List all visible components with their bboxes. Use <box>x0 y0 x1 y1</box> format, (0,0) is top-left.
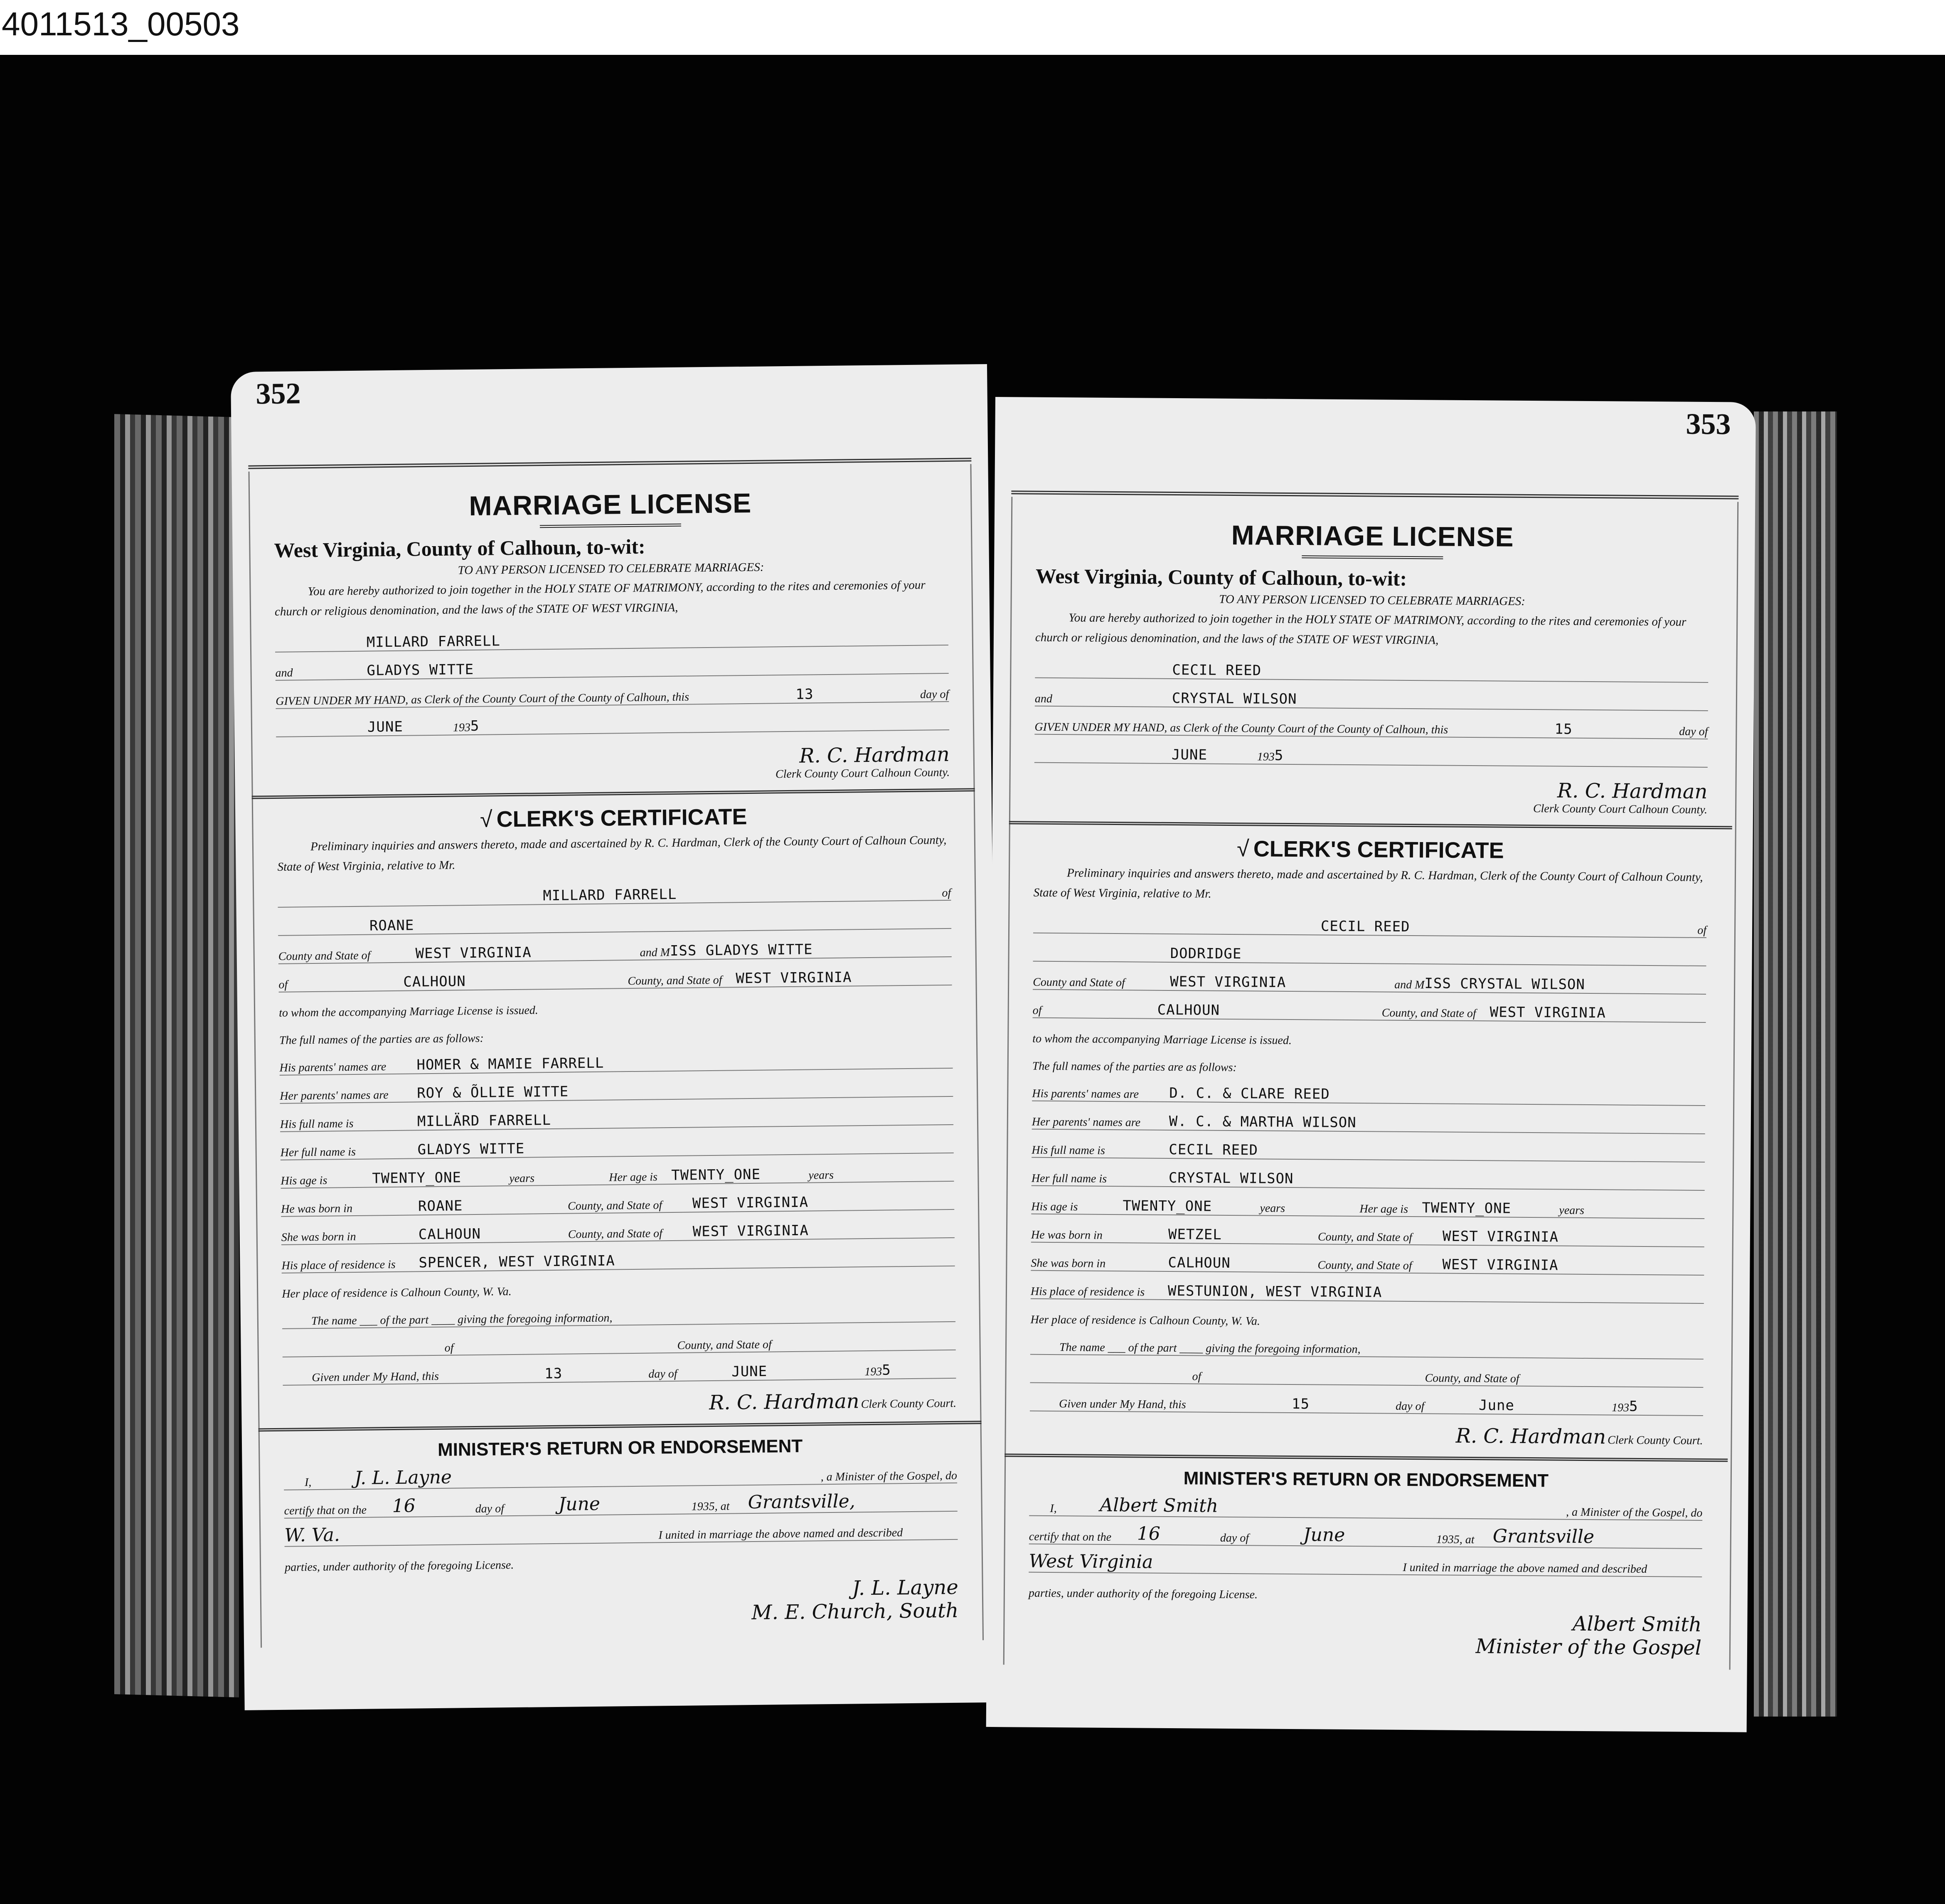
date-row: JUNE 193 5 <box>276 702 949 737</box>
he-born-row: He was born in WETZEL County, and State of WEST VIRGINIA <box>1031 1214 1704 1247</box>
his-residence: WESTUNION, WEST VIRGINIA <box>1167 1282 1382 1301</box>
his-parents: D. C. & CLARE REED <box>1169 1084 1330 1103</box>
section-rule <box>252 788 975 799</box>
bride-county-row: of CALHOUN County, and State of WEST VIRGINIA <box>278 957 952 993</box>
married-place: Grantsville <box>1492 1525 1595 1548</box>
clerk-signature: R. C. Hardman <box>1557 779 1708 803</box>
cert-month: JUNE <box>731 1363 768 1380</box>
he-born: WETZEL <box>1168 1226 1222 1243</box>
license-month: JUNE <box>1171 746 1208 764</box>
groom-state-row: County and State of WEST VIRGINIA and M ISS GLADYS WITTE <box>278 929 952 964</box>
he-born-state: WEST VIRGINIA <box>1442 1228 1559 1246</box>
license-month: JUNE <box>367 718 404 736</box>
mr-name: MILLARD FARRELL <box>543 886 677 904</box>
date-row: JUNE 193 5 <box>1034 735 1708 768</box>
clerk-title: Clerk County Court Calhoun County. <box>1533 802 1708 816</box>
his-residence-row: His place of residence is WESTUNION, WEST VIRGINIA <box>1031 1271 1704 1304</box>
age-row: His age is TWENTY_ONE years Her age is TWENTY_ONE years <box>281 1153 954 1189</box>
license-heading: MARRIAGE LICENSE <box>469 487 752 522</box>
she-born: CALHOUN <box>1168 1254 1231 1271</box>
married-day: 16 <box>1137 1523 1161 1544</box>
cert-month: June <box>1478 1397 1515 1414</box>
page-left <box>231 364 1001 1710</box>
she-born-state: WEST VIRGINIA <box>1442 1256 1558 1274</box>
her-full-row: Her full name is GLADYS WITTE <box>280 1125 954 1160</box>
page-right <box>986 397 1756 1732</box>
license-day: 15 <box>1554 721 1573 738</box>
to-whom: to whom the accompanying Marriage License is issued. <box>1032 1032 1292 1047</box>
marriage-form <box>1028 510 1709 1660</box>
parties-row: parties, under authority of the foregoing License. <box>1028 1586 1258 1601</box>
cert-signature-block: R. C. Hardman Clerk County Court. <box>709 1389 957 1415</box>
groom-state-row: County and State of WEST VIRGINIA and M ISS CRYSTAL WILSON <box>1033 962 1706 995</box>
to-whom: to whom the accompanying Marriage License is issued. <box>278 1004 538 1020</box>
her-residence: Her place of residence is Calhoun County, W. Va. <box>1030 1313 1261 1328</box>
she-born-row: She was born in CALHOUN County, and State of WEST VIRGINIA <box>1031 1243 1704 1276</box>
married-month: June <box>558 1493 601 1515</box>
certificate-heading: √ CLERK'S CERTIFICATE <box>1236 836 1504 863</box>
book-edge-right <box>1754 411 1837 1717</box>
name-of-part-row: The name ___ of the part ____ giving the foregoing information, <box>1030 1327 1704 1360</box>
groom-name: CECIL REED <box>1172 661 1262 679</box>
bride-row: and CRYSTAL WILSON <box>1035 678 1708 711</box>
married-place-2: W. Va. <box>284 1524 340 1546</box>
her-residence: Her place of residence is Calhoun County, W. Va. <box>282 1285 512 1301</box>
her-full-name: CRYSTAL WILSON <box>1168 1169 1294 1187</box>
her-full-row: Her full name is CRYSTAL WILSON <box>1032 1158 1705 1191</box>
married-place: Grantsville, <box>748 1490 855 1513</box>
minister-signature: J. L. Layne <box>852 1575 959 1600</box>
minister-heading: MINISTER'S RETURN OR ENDORSEMENT <box>1183 1468 1549 1491</box>
clerk-signature-block <box>276 743 950 786</box>
informant-row: of County, and State of <box>1030 1355 1703 1388</box>
her-parents: ROY & ÕLLIE WITTE <box>416 1083 569 1102</box>
minister-title: Minister of the Gospel <box>1475 1635 1702 1660</box>
section-rule <box>1009 821 1732 829</box>
certify-row: certify that on the 16 day of June 1935 , at Grantsville <box>1029 1516 1702 1549</box>
cert-clerk-signature: R. C. Hardman <box>1455 1424 1606 1449</box>
age-row: His age is TWENTY_ONE years Her age is TWENTY_ONE years <box>1031 1186 1704 1219</box>
bride-county: CALHOUN <box>403 973 466 990</box>
certify-row: certify that on the 16 day of June 1935 , at Grantsville, <box>284 1483 958 1519</box>
her-age: TWENTY_ONE <box>1422 1200 1512 1217</box>
bride-name: GLADYS WITTE <box>367 661 474 679</box>
minister-church: M. E. Church, South <box>751 1599 959 1625</box>
her-parents-row: Her parents' names are W. C. & MARTHA WILSON <box>1032 1101 1705 1134</box>
groom-county-row <box>1033 934 1706 966</box>
his-parents-row: His parents' names are HOMER & MAMIE FARRELL <box>279 1040 953 1076</box>
groom-name: MILLARD FARRELL <box>366 633 501 651</box>
cert-day: 13 <box>544 1365 563 1382</box>
clerk-title: Clerk County Court Calhoun County. <box>775 766 950 781</box>
heading-rule <box>540 524 681 528</box>
minister-signature-block <box>1028 1608 1702 1660</box>
header-band <box>0 0 1945 55</box>
prelim-text: Preliminary inquiries and answers thereto, made and ascertained by R. C. Hardman, Clerk of the County Court of Calhoun County, State of West Virginia, relative to Mr. <box>1033 866 1703 901</box>
cert-clerk-signature: R. C. Hardman <box>709 1389 859 1415</box>
minister-row: I, Albert Smith , a Minister of the Gospel, do <box>1029 1488 1702 1521</box>
state-line: West Virginia, County of Calhoun, to-wit: <box>1035 564 1407 590</box>
mr-row: MILLARD FARRELL of <box>278 872 951 908</box>
groom-county: DODRIDGE <box>1170 945 1242 963</box>
place-row: West Virginia I united in marriage the above named and described <box>1029 1544 1702 1577</box>
cert-day: 15 <box>1291 1396 1310 1413</box>
bride-state: WEST VIRGINIA <box>1490 1004 1606 1022</box>
page-number: 352 <box>256 377 301 411</box>
groom-state: WEST VIRGINIA <box>415 944 532 962</box>
given-row: GIVEN UNDER MY HAND, as Clerk of the County Court of the County of Calhoun, this 13 day of <box>276 674 949 709</box>
check-mark: √ <box>480 807 493 832</box>
check-mark: √ <box>1236 836 1250 862</box>
book-edge-left <box>114 414 239 1697</box>
she-born: CALHOUN <box>418 1225 481 1243</box>
his-age: TWENTY_ONE <box>372 1169 462 1187</box>
he-born: ROANE <box>418 1197 463 1215</box>
authorize-text: You are hereby authorized to join together in the HOLY STATE OF MATRIMONY, according to the rites and ceremonies of your church or religious denomination, and the laws of the STATE OF WEST VIRGINIA, <box>1035 611 1686 647</box>
married-day: 16 <box>392 1495 416 1517</box>
minister-name: Albert Smith <box>1100 1494 1219 1517</box>
his-full-name: CECIL REED <box>1169 1141 1258 1159</box>
bride-name: CRYSTAL WILSON <box>1172 690 1297 708</box>
full-names-intro: The full names of the parties are as follows: <box>279 1032 484 1047</box>
bride-county: CALHOUN <box>1157 1001 1220 1019</box>
cert-date-row: Given under My Hand, this 13 day of JUNE 193 5 <box>283 1350 956 1386</box>
clerk-signature-block <box>1034 776 1708 817</box>
bride-county-row: of CALHOUN County, and State of WEST VIRGINIA <box>1033 990 1706 1023</box>
cert-signature-block: R. C. Hardman Clerk County Court. <box>1455 1424 1703 1449</box>
his-parents: HOMER & MAMIE FARRELL <box>416 1054 604 1074</box>
his-residence: SPENCER, WEST VIRGINIA <box>419 1252 615 1271</box>
she-born-state: WEST VIRGINIA <box>692 1222 809 1240</box>
his-full-row: His full name is MILLÄRD FARRELL <box>280 1097 953 1132</box>
authorize-text: You are hereby authorized to join together in the HOLY STATE OF MATRIMONY, according to the rites and ceremonies of your church or religious denomination, and the laws of the STATE OF WEST VIRGINIA, <box>274 578 926 618</box>
her-age: TWENTY_ONE <box>671 1166 761 1184</box>
her-parents-row: Her parents' names are ROY & ÕLLIE WITTE <box>280 1069 953 1104</box>
married-place-2: West Virginia <box>1029 1550 1153 1573</box>
place-row: W. Va. I united in marriage the above named and described <box>284 1512 958 1547</box>
license-day: 13 <box>795 686 814 703</box>
she-born-row: She was born in CALHOUN County, and State of WEST VIRGINIA <box>281 1210 955 1245</box>
his-residence-row: His place of residence is SPENCER, WEST VIRGINIA <box>281 1238 955 1273</box>
license-heading: MARRIAGE LICENSE <box>1231 519 1514 552</box>
he-born-row: He was born in ROANE County, and State of WEST VIRGINIA <box>281 1182 955 1217</box>
prelim-text: Preliminary inquiries and answers thereto, made and ascertained by R. C. Hardman, Clerk of the County Court of Calhoun County, State of West Virginia, relative to Mr. <box>277 833 947 874</box>
his-age: TWENTY_ONE <box>1123 1197 1212 1215</box>
groom-state: WEST VIRGINIA <box>1170 973 1286 991</box>
his-full-name: MILLÄRD FARRELL <box>417 1112 551 1130</box>
bride-state: WEST VIRGINIA <box>736 969 852 987</box>
full-names-intro: The full names of the parties are as follows: <box>1032 1059 1237 1074</box>
minister-name: J. L. Layne <box>354 1466 452 1489</box>
miss-name: ISS CRYSTAL WILSON <box>1424 975 1586 993</box>
page-number: 353 <box>1686 407 1731 441</box>
her-parents: W. C. & MARTHA WILSON <box>1169 1113 1357 1131</box>
her-full-name: GLADYS WITTE <box>417 1140 525 1158</box>
minister-heading: MINISTER'S RETURN OR ENDORSEMENT <box>437 1436 803 1460</box>
minister-signature-block <box>285 1576 959 1629</box>
given-row: GIVEN UNDER MY HAND, as Clerk of the County Court of the County of Calhoun, this 15 day of <box>1034 707 1708 739</box>
certificate-heading: √ CLERK'S CERTIFICATE <box>480 804 747 832</box>
to-any-person: TO ANY PERSON LICENSED TO CELEBRATE MARRIAGES: <box>458 560 764 577</box>
informant-row: of County, and State of <box>282 1322 956 1357</box>
cert-date-row: Given under My Hand, this 15 day of June 193 5 <box>1030 1383 1703 1416</box>
mr-name: CECIL REED <box>1320 918 1410 935</box>
section-rule <box>259 1421 982 1431</box>
image-id: 4011513_00503 <box>2 5 240 42</box>
groom-row <box>1035 650 1708 683</box>
to-any-person: TO ANY PERSON LICENSED TO CELEBRATE MARRIAGES: <box>1219 592 1526 608</box>
heading-rule <box>1302 555 1443 559</box>
parties-row: parties, under authority of the foregoing License. <box>284 1559 514 1574</box>
minister-signature: Albert Smith <box>1572 1612 1702 1636</box>
section-rule <box>1005 1453 1728 1462</box>
clerk-signature: R. C. Hardman <box>799 742 950 768</box>
state-line: West Virginia, County of Calhoun, to-wit: <box>274 534 645 562</box>
bride-row: and GLADYS WITTE <box>275 645 949 681</box>
mr-row: CECIL REED of <box>1033 905 1706 938</box>
miss-name: ISS GLADYS WITTE <box>670 941 813 960</box>
he-born-state: WEST VIRGINIA <box>692 1194 809 1212</box>
groom-county: ROANE <box>369 917 414 934</box>
marriage-form <box>273 477 959 1629</box>
his-parents-row: His parents' names are D. C. & CLARE REED <box>1032 1073 1705 1106</box>
married-month: June <box>1303 1524 1345 1546</box>
name-of-part-row: The name ___ of the part ____ giving the foregoing information, <box>282 1294 955 1329</box>
minister-row: I, J. L. Layne , a Minister of the Gospel, do <box>283 1455 957 1490</box>
his-full-row: His full name is CECIL REED <box>1032 1130 1705 1163</box>
